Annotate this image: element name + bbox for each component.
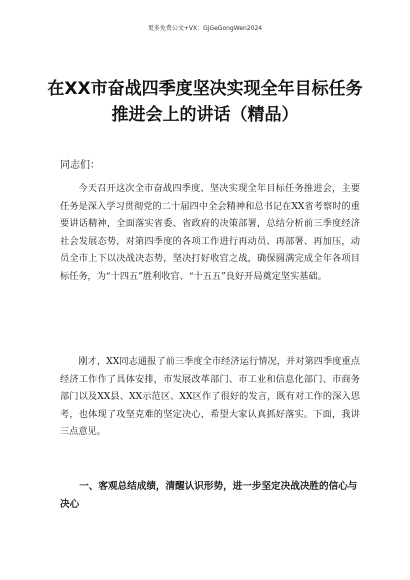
header-note: 更多免费公文+VX：GjGeGongWen2024 [147,25,263,32]
document-title: 在XX市奋战四季度坚决实现全年目标任务推进会上的讲话（精品） [47,79,363,125]
paragraph-2: 刚才，XX同志通报了前三季度全市经济运行情况，并对第四季度重点经济工作作了具体安排，市发展改革部门、市工业和信息化部门、市商务部门以及XX县、XX示范区、XX区作了很好的发言，既有对工作的深入思考，也体现了攻坚克难的坚定决心，希望大家认真抓好落实。下面，我讲三点意见。 [60,356,360,437]
salutation: 同志们： [60,160,100,171]
section-heading-1: 一、客观总结成绩，清醒认识形势，进一步坚定决战决胜的信心与决心 [60,481,358,510]
paragraph-1: 今天召开这次全市奋战四季度、坚决实现全年目标任务推进会，主要任务是深入学习贯彻党的二十届四中全会精神和总书记在XX省考察时的重要讲话精神，全面落实省委、省政府的决策部署，总结分析前三季度经济社会发展态势，对第四季度的各项工作进行再动员、再部署、再加压，动员全市上下以决战决态势，坚决打好收官之战，确保圆满完成全年各项目标任务，为“十四五”胜利收官、“十五五”良好开局奠定坚实基础。 [60,183,360,282]
